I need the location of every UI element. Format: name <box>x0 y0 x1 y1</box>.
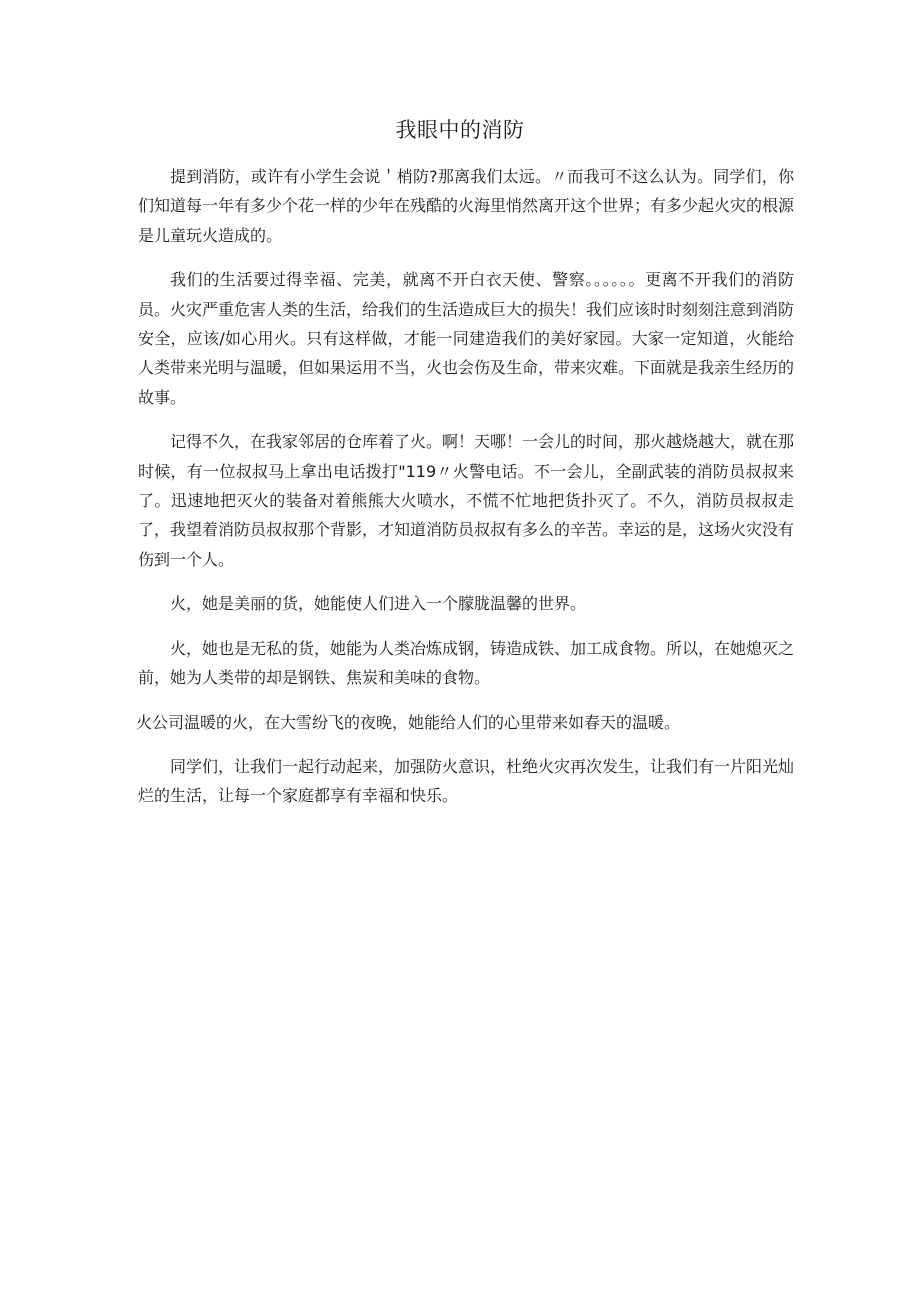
paragraph-fire-selfless: 火，她也是无私的货，她能为人类冶炼成钢，铸造成铁、加工成食物。所以，在她熄灭之前，她为人类带的却是钢铁、焦炭和美味的食物。 <box>138 638 795 688</box>
paragraph-firefighters: 我们的生活要过得幸福、完美，就离不开白衣天使、警察。。。。。。更离不开我们的消防员。火灾严重危害人类的生活，给我们的生活造成巨大的损失！我们应该时时刻刻注意到消防安全，应该/如心用火。只有这样做，才能一同建造我们的美好家园。大家一定知道，火能给人类带来光明与温暖，但如果运用不当，火也会伤及生命，带来灾难。下面就是我亲生经历的故事。 <box>138 270 795 407</box>
document-title: 我眼中的消防 <box>395 118 525 142</box>
document-body <box>138 162 794 826</box>
paragraph-story: 记得不久，在我家邻居的仓库着了火。啊！天哪！一会儿的时间，那火越烧越大，就在那时候，有一位叔叔马上拿出电话拨打"119〃火警电话。不一会儿，全副武装的消防员叔叔来了。迅速地把灭火的装备对着熊熊大火喷水，不慌不忙地把货扑灭了。不久，消防员叔叔走了，我望着消防员叔叔那个背影，才知道消防员叔叔有多么的辛苦。幸运的是，这场火灾没有伤到一个人。 <box>138 432 795 569</box>
paragraph-fire-warm: 火公司温暖的火，在大雪纷飞的夜晚，她能给人们的心里带来如春天的温暖。 <box>136 712 681 732</box>
paragraph-intro: 提到消防，或许有小学生会说＇梢防?那离我们太远。〃而我可不这么认为。同学们，你们知道每一年有多少个花一样的少年在残酷的火海里悄然离开这个世界；有多少起火灾的根源是儿童玩火造成的。 <box>138 167 795 245</box>
paragraph-fire-beautiful: 火，她是美丽的货，她能使人们进入一个朦胧温馨的世界。 <box>170 594 587 614</box>
paragraph-conclusion: 同学们，让我们一起行动起来，加强防火意识，杜绝火灾再次发生，让我们有一片阳光灿烂的生活，让每一个家庭都享有幸福和快乐。 <box>138 756 795 806</box>
